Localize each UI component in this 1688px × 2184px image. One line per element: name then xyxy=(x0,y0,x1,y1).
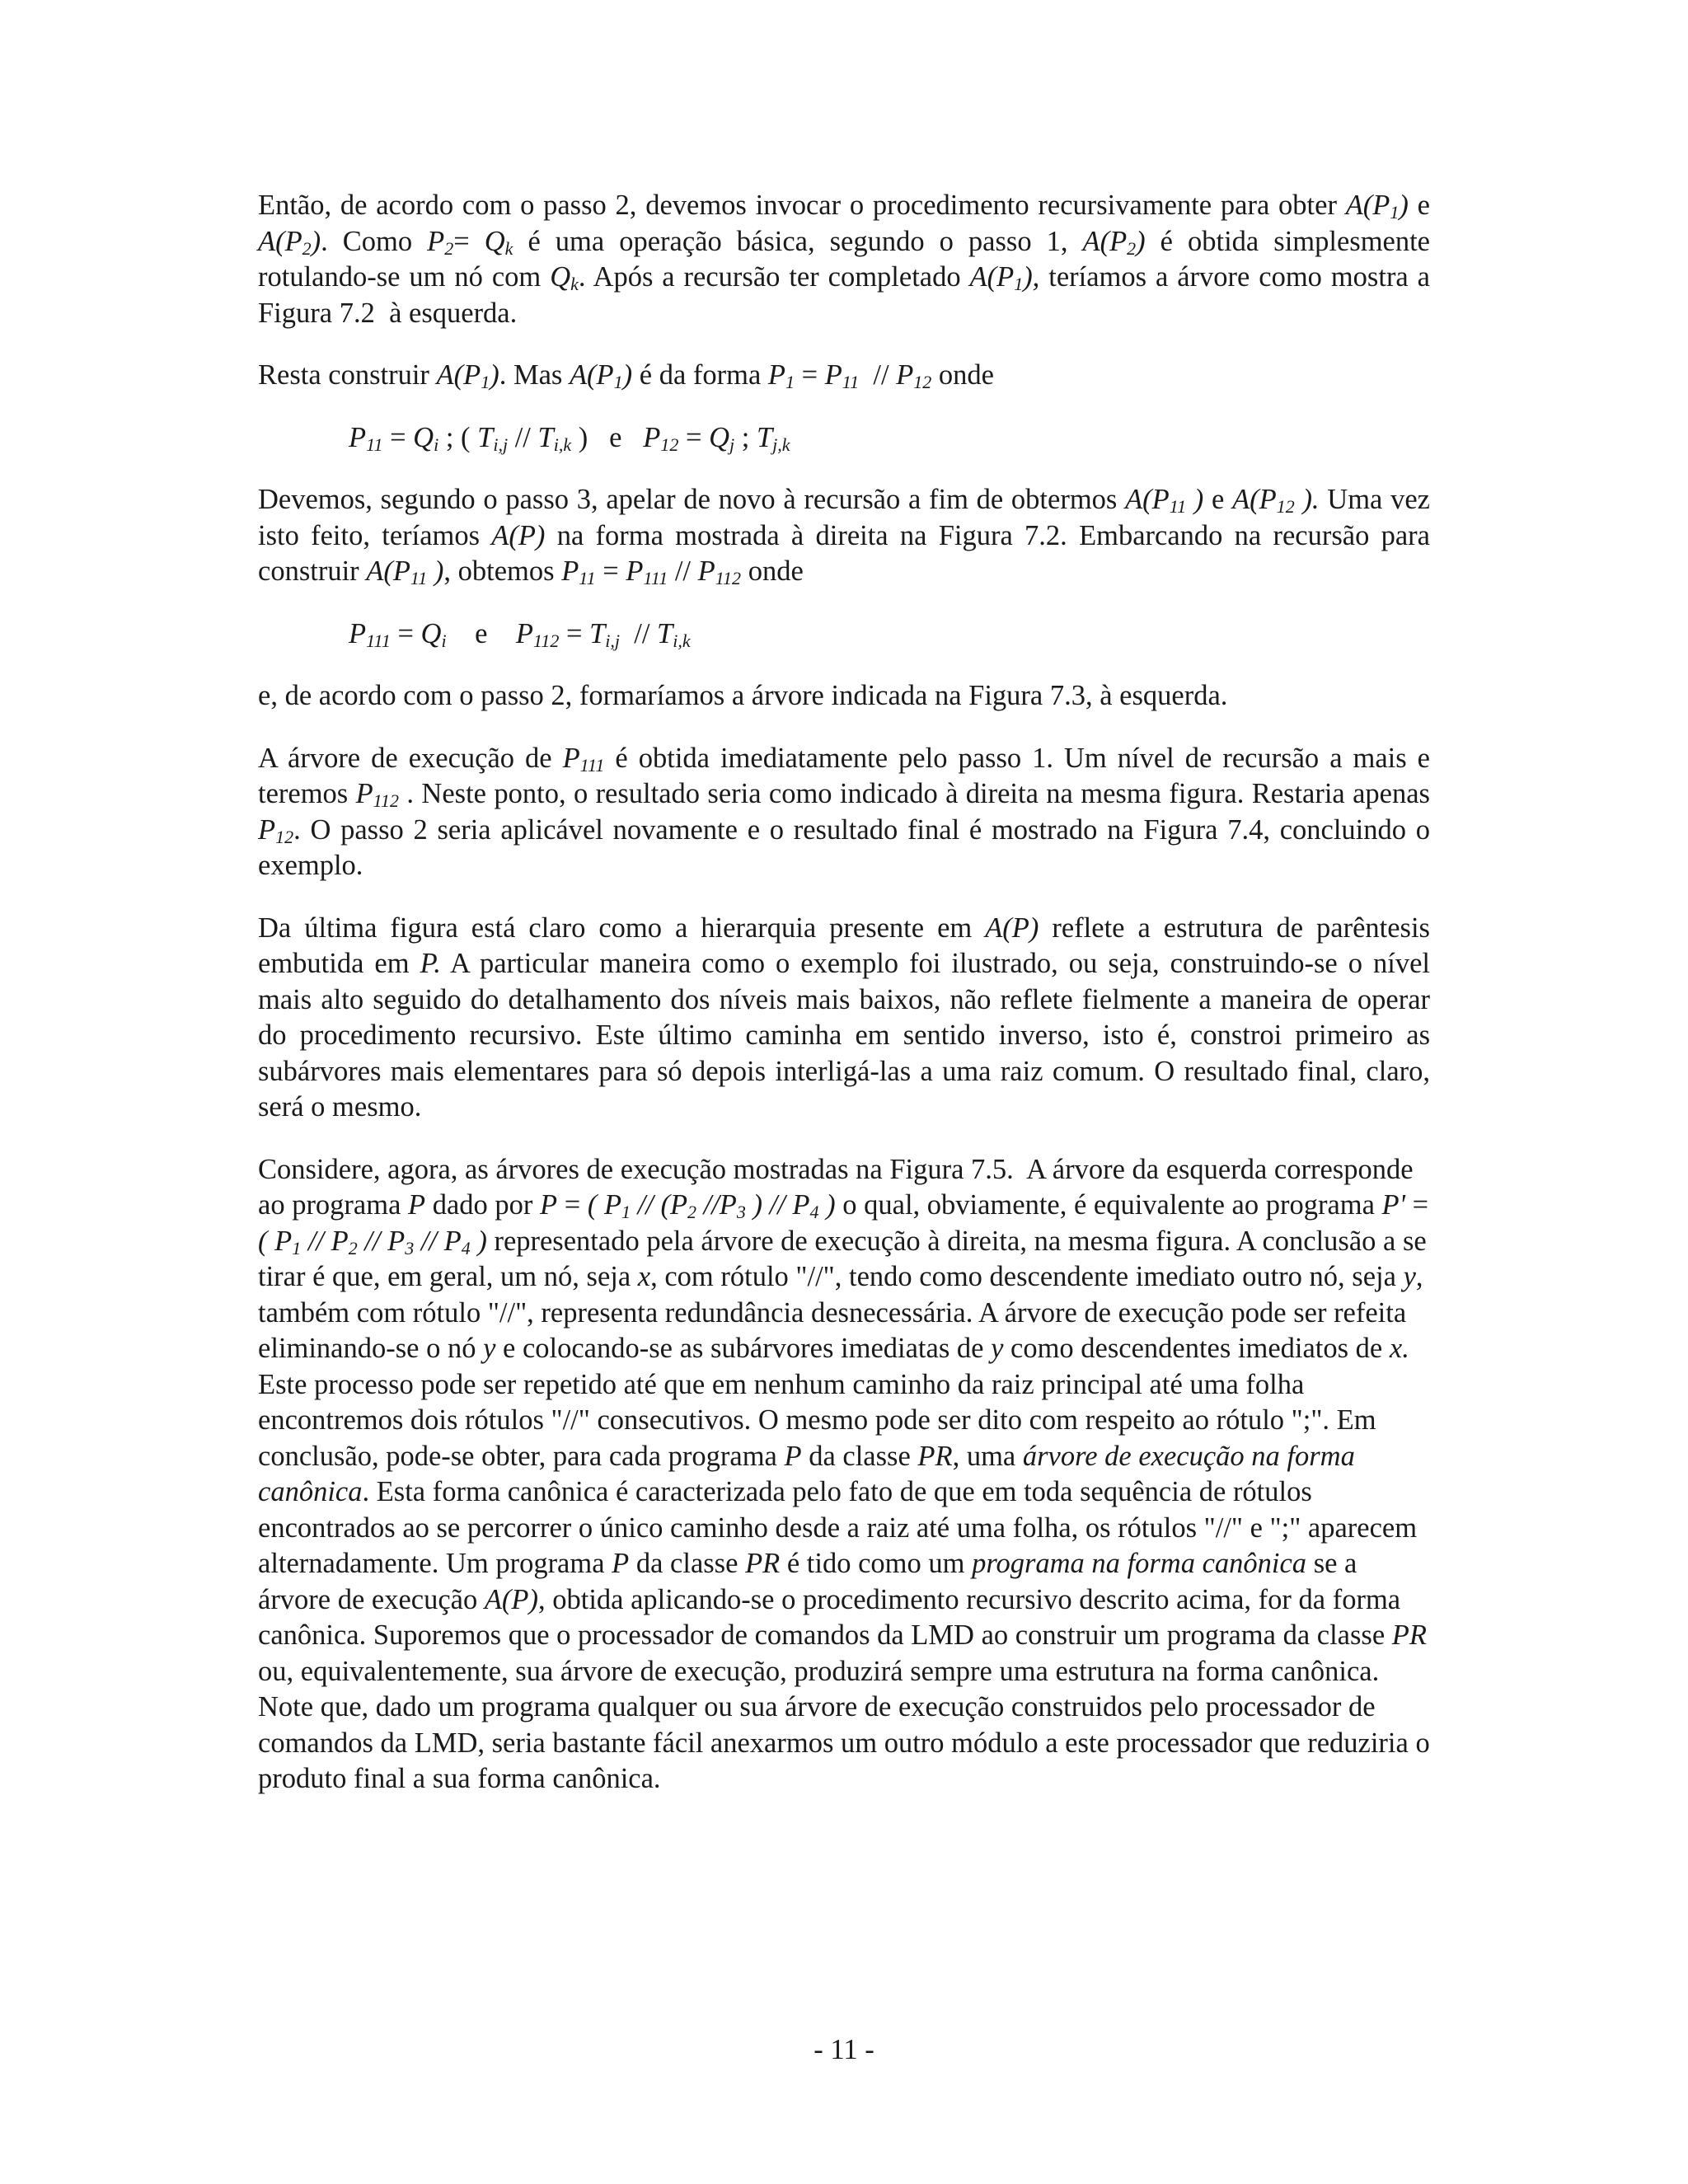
paragraph-1: Então, de acordo com o passo 2, devemos invocar o procedimento recursivamente para obter $A(P_1)$ e $A(P_2)$. Como $P_2= Q_k$ é uma operação básica, segundo o passo 1, $A(P_2)$ é obtida simplesmente rotulando-se um nó com $Q_k$. Após a recursão ter completado $A(P_1)$, teríamos a árvore como mostra a Figura 7.2 à esquerda. xyxy=(258,190,1430,329)
paragraph-5: A árvore de execução de $P_{111}$ é obtida imediatamente pelo passo 1. Um nível de recursão a mais e teremos $P_{112}$ . Neste ponto, o resultado seria como indicado à direita na mesma figura. Restaria apenas $P_{12}$. O passo 2 seria aplicável novamente e o resultado final é mostrado na Figura 7.4, concluindo o exemplo. xyxy=(258,742,1430,881)
paragraph-4: e, de acordo com o passo 2, formaríamos a árvore indicada na Figura 7.3, à esquerda. xyxy=(258,680,1228,711)
equation-1: $P_{11} = Q_i$ ; ( $T_{i,j} // T_{i,k}$ ) e $P_{12} = Q_j$ ; $T_{j,k}$ xyxy=(349,421,790,455)
equation-2: $P_{111} = Q_i$ e $P_{112} = T_{i,j} // T_{i,k}$ xyxy=(349,617,691,651)
page-number: - 11 - xyxy=(814,2034,874,2065)
paragraph-3: Devemos, segundo o passo 3, apelar de novo à recursão a fim de obtermos $A(P_{11}$ ) e $A(P_{12}$ ). Uma vez isto feito, teríamos A(P) na forma mostrada à direita na Figura 7.2. Embarcando na recursão para construir $A(P_{11}$ ), obtemos $P_{11} = P_{111} // P_{112}$ onde xyxy=(258,484,1430,588)
paragraph-7: Considere, agora, as árvores de execução mostradas na Figura 7.5. A árvore da esquerda corresponde ao programa P dado por P = ( $P_1 // (P_2$ $//P_3$ ) // $P_4$ ) o qual, obviamente, é equivalente ao programa P' = ( $P_1 // P_2 // P_3 // P_4$ ) representado pela árvore de execução à direita, na mesma figura. A conclusão a se tirar é que, em geral, um nó, seja x, com rótulo "//", tendo como descendente imediato outro nó, seja y, também com rótulo "//", representa redundância desnecessária. A árvore de execução pode ser refeita eliminando-se o nó y e colocando-se as subárvores imediatas de y como descendentes imediatos de x. Este processo pode ser repetido até que em nenhum caminho da raiz principal até uma folha encontremos dois rótulos "//" consecutivos. O mesmo pode ser dito com respeito ao rótulo ";". Em conclusão, pode-se obter, para cada programa P da classe PR, uma árvore de execução na forma canônica. Esta forma canônica é caracterizada pelo fato de que em toda sequência de rótulos encontrados ao se percorrer o único caminho desde a raiz até uma folha, os rótulos "//" e ";" aparecem alternadamente. Um programa P da classe PR é tido como um programa na forma canônica se a árvore de execução A(P), obtida aplicando-se o procedimento recursivo descrito acima, for da forma canônica. Suporemos que o processador de comandos da LMD ao construir um programa da classe PR ou, equivalentemente, sua árvore de execução, produzirá sempre uma estrutura na forma canônica. Note que, dado um programa qualquer ou sua árvore de execução construidos pelo processador de comandos da LMD, seria bastante fácil anexarmos um outro módulo a este processador que reduziria o produto final a sua forma canônica. xyxy=(258,1153,1430,1794)
paragraph-2: Resta construir $A(P_1)$. Mas $A(P_1)$ é da forma $P_1 = P_{11} // P_{12}$ onde xyxy=(258,359,994,392)
paragraph-6: Da última figura está claro como a hierarquia presente em A(P) reflete a estrutura de parêntesis embutida em P. A particular maneira como o exemplo foi ilustrado, ou seja, construindo-se o nível mais alto seguido do detalhamento dos níveis mais baixos, não reflete fielmente a maneira de operar do procedimento recursivo. Este último caminha em sentido inverso, isto é, constroi primeiro as subárvores mais elementares para só depois interligá-las a uma raiz comum. O resultado final, claro, será o mesmo. xyxy=(258,912,1431,1122)
document-body xyxy=(258,188,1430,1824)
